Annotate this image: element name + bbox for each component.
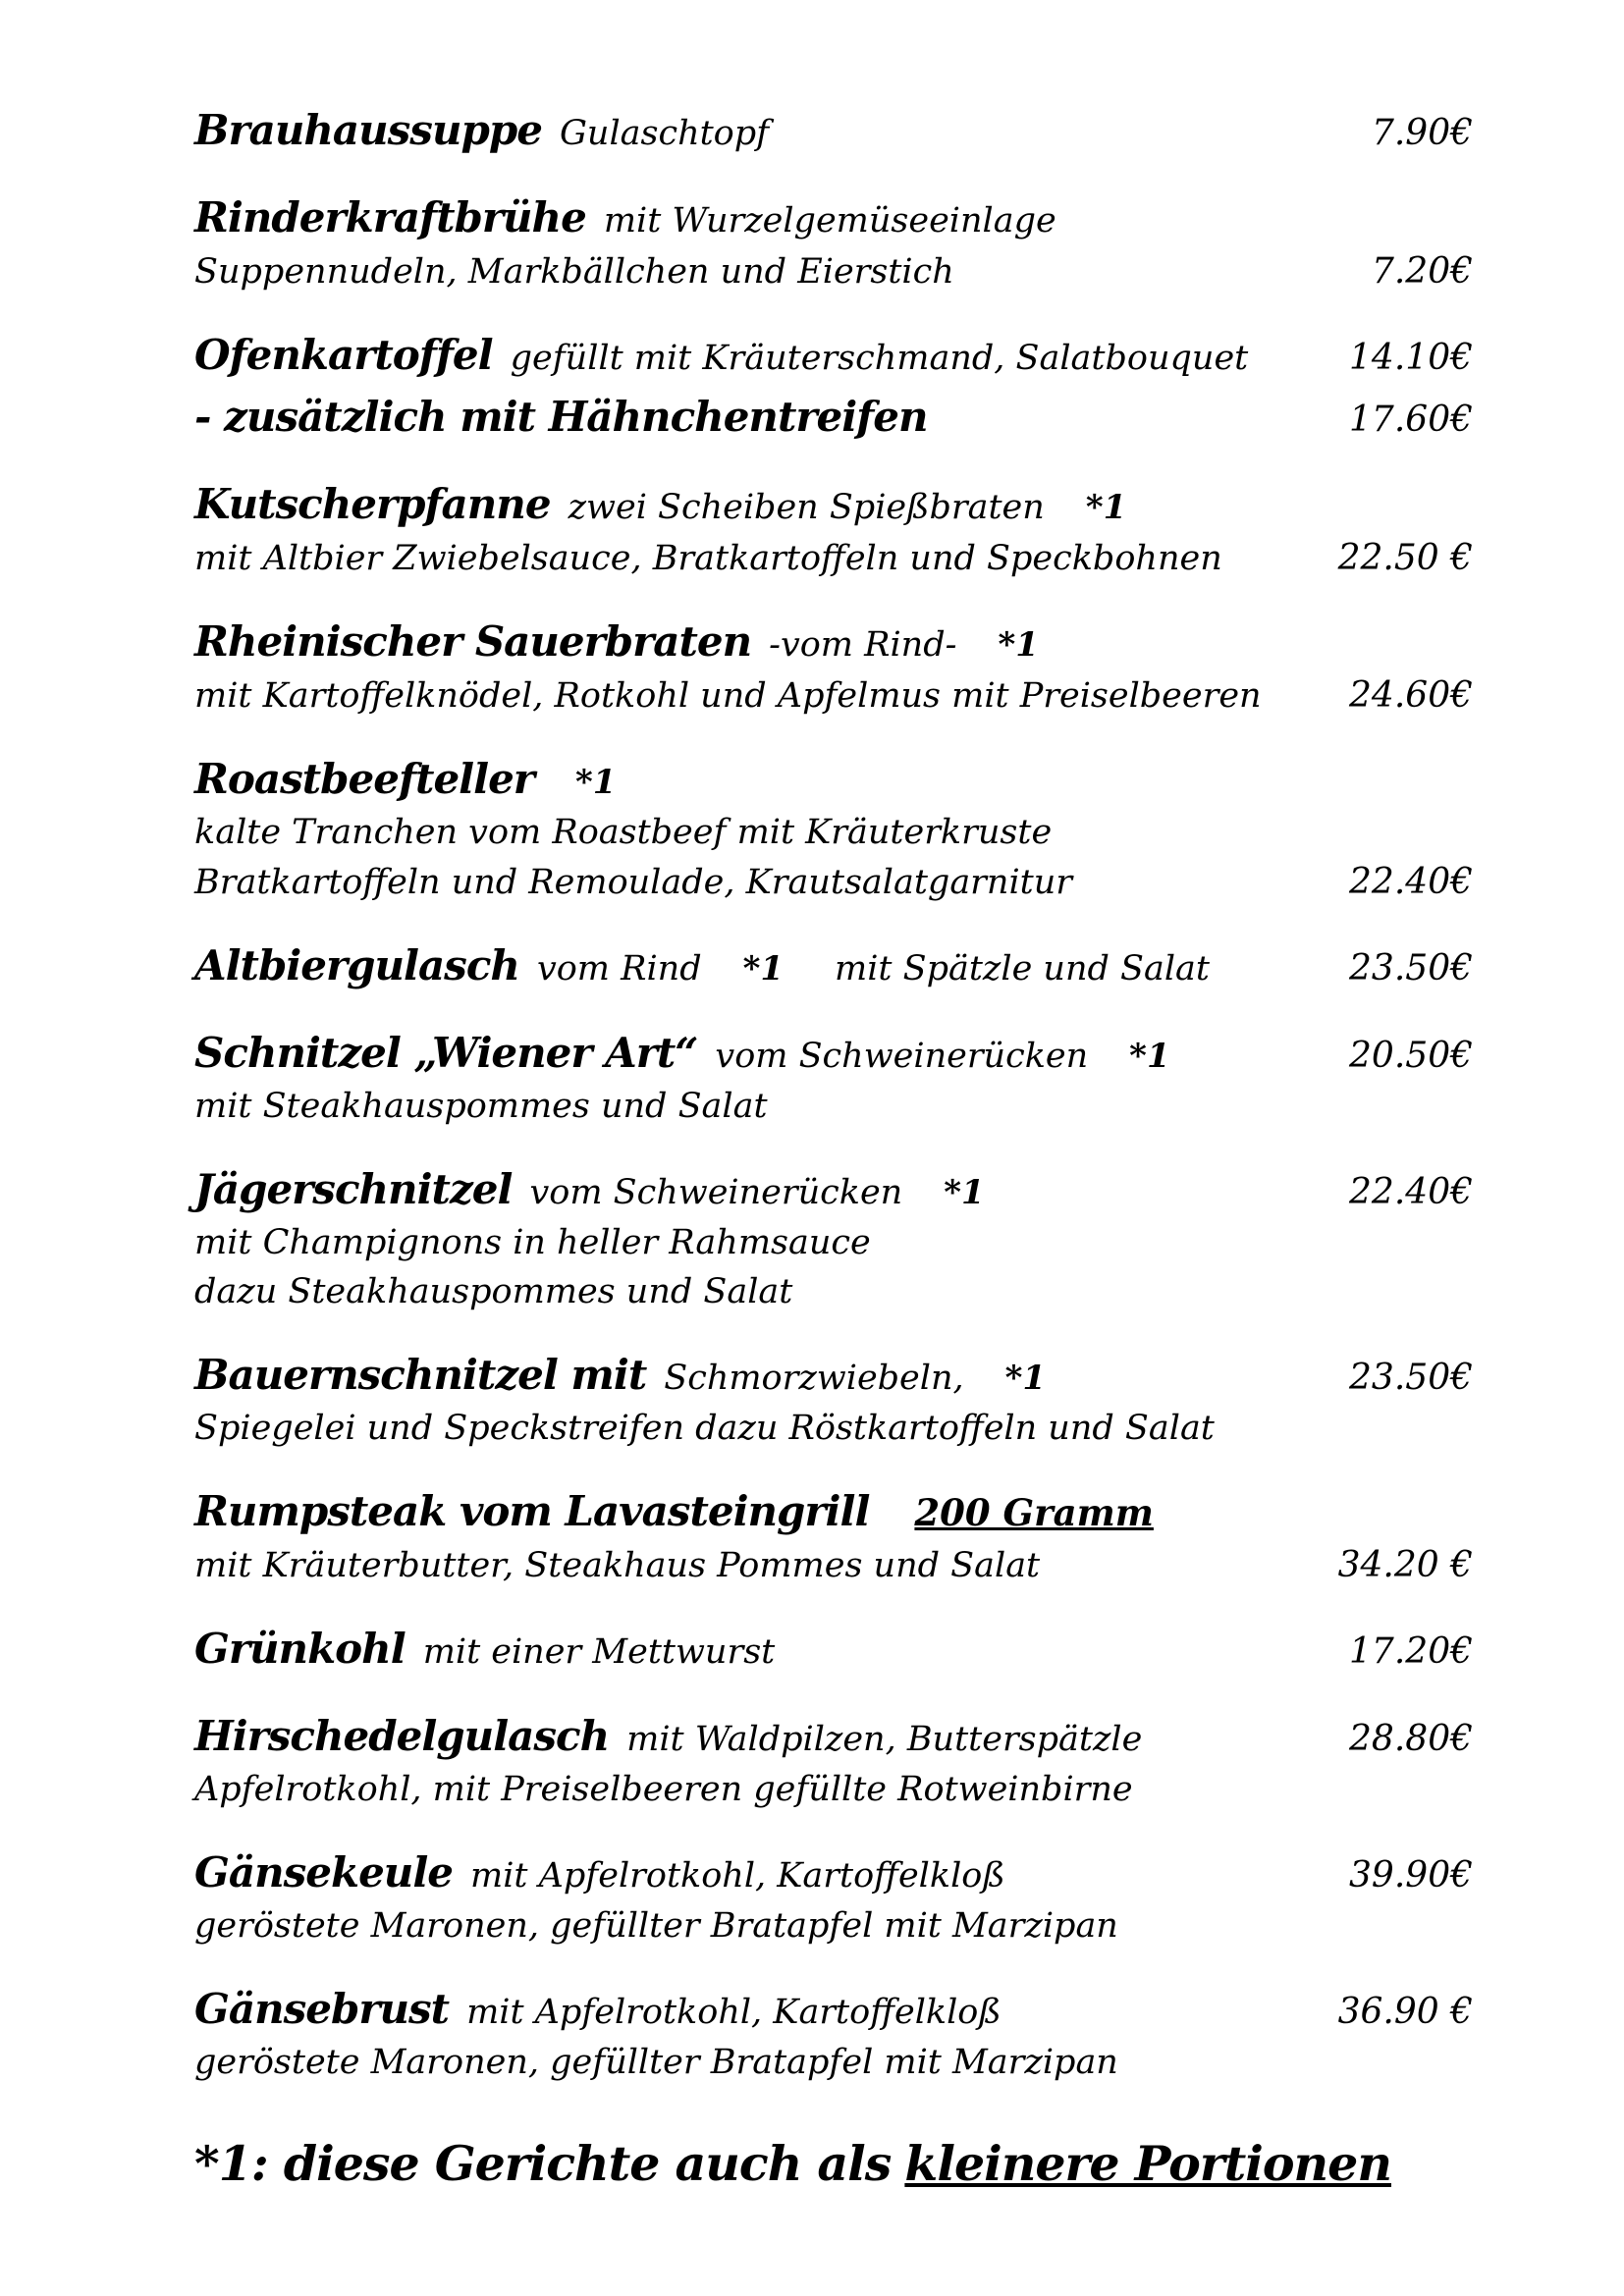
dish-description: mit Kartoffelknödel, Rotkohl und Apfelmus mit Preiselbeeren [194, 676, 1262, 716]
menu-item-hirschedelgulasch [194, 1712, 1473, 1809]
dish-description: mit Steakhauspommes und Salat [194, 1087, 768, 1126]
item-line [194, 1985, 1473, 2033]
dish-price: 23.50€ [1349, 1358, 1473, 1398]
menu-item-kutscherpfanne [194, 480, 1473, 578]
dish-subtitle: gefüllt mit Kräuterschmand, Salatbouquet [510, 339, 1249, 378]
dish-name: Roastbeefteller [194, 755, 534, 803]
dish-price: 24.60€ [1349, 675, 1473, 716]
menu-item-altbiergulasch [194, 941, 1473, 989]
dish-name: Gänsekeule [194, 1848, 454, 1896]
dish-price: 20.50€ [1349, 1036, 1473, 1076]
menu-item-zusaetzlich-haehnchentreifen [194, 393, 1473, 441]
dish-name: Kutscherpfanne [194, 480, 551, 528]
item-line [194, 675, 1473, 716]
item-line [194, 1223, 1473, 1262]
dish-subtitle: -vom Rind- [769, 625, 957, 665]
dish-footnote-marker: *1 [1004, 1359, 1047, 1398]
dish-description: mit Champignons in heller Rahmsauce [194, 1223, 871, 1262]
dish-name: Grünkohl [194, 1625, 406, 1673]
dish-name: Rumpsteak vom Lavasteingrill [194, 1487, 870, 1535]
item-line [194, 1165, 1473, 1213]
dish-price: 17.60€ [1349, 400, 1473, 440]
menu-item-jaegerschnitzel [194, 1165, 1473, 1311]
dish-price: 22.40€ [1349, 1172, 1473, 1212]
dish-subtitle: zwei Scheiben Spießbraten [568, 488, 1045, 527]
dish-subtitle: vom Rind [536, 949, 702, 988]
dish-name: Altbiergulasch [194, 941, 519, 989]
item-line [194, 193, 1473, 241]
item-line [194, 1545, 1473, 1585]
dish-price: 22.40€ [1349, 862, 1473, 902]
dish-price: 22.50 € [1337, 538, 1473, 578]
dish-description: mit Altbier Zwiebelsauce, Bratkartoffeln und Speckbohnen [194, 539, 1222, 578]
item-line [194, 331, 1473, 379]
dish-description: Suppennudeln, Markbällchen und Eierstich [194, 252, 954, 292]
dish-footnote-marker: *1 [742, 949, 785, 988]
dish-subtitle: mit Waldpilzen, Butterspätzle [626, 1720, 1143, 1759]
dish-description: geröstete Maronen, gefüllter Bratapfel mit Marzipan [194, 1906, 1118, 1946]
dish-description: kalte Tranchen vom Roastbeef mit Kräuterkruste [194, 813, 1053, 852]
dish-name: Rheinischer Sauerbraten [194, 617, 752, 666]
item-line [194, 1906, 1473, 1946]
item-line [194, 941, 1473, 989]
item-line [194, 480, 1473, 528]
item-line [194, 862, 1473, 902]
dish-description: Apfelrotkohl, mit Preiselbeeren gefüllte Rotweinbirne [194, 1770, 1133, 1809]
item-line [194, 2043, 1473, 2082]
menu-item-roastbeefteller [194, 755, 1473, 902]
item-line [194, 538, 1473, 578]
dish-price: 39.90€ [1349, 1855, 1473, 1896]
menu-item-schnitzel-wiener-art [194, 1029, 1473, 1126]
dish-name: Brauhaussuppe [194, 106, 542, 154]
dish-footnote-marker: *1 [944, 1173, 985, 1212]
dish-price: 7.90€ [1371, 113, 1473, 153]
item-line [194, 1087, 1473, 1126]
item-line [194, 1272, 1473, 1311]
dish-subtitle: mit einer Mettwurst [422, 1632, 776, 1672]
dish-description: dazu Steakhauspommes und Salat [194, 1272, 793, 1311]
dish-name: Jägerschnitzel [194, 1165, 513, 1213]
menu-item-brauhaussuppe [194, 106, 1473, 154]
dish-subtitle: Schmorzwiebeln, [664, 1359, 964, 1398]
footnote-underlined-text: kleinere Portionen [904, 2135, 1391, 2192]
item-line [194, 393, 1473, 441]
dish-footnote-marker: *1 [998, 625, 1039, 665]
dish-subtitle: mit Apfelrotkohl, Kartoffelkloß [466, 1993, 1001, 2032]
dish-price: 7.20€ [1371, 251, 1473, 292]
dish-subtitle: mit Wurzelgemüseeinlage [603, 201, 1056, 240]
dish-price: 14.10€ [1349, 338, 1473, 378]
menu-item-ofenkartoffel [194, 331, 1473, 379]
item-line [194, 106, 1473, 154]
dish-description: Spiegelei und Speckstreifen dazu Röstkartoffeln und Salat [194, 1409, 1215, 1448]
footnote [194, 2135, 1473, 2192]
dish-subtitle: vom Schweinerücken [529, 1173, 903, 1212]
dish-footnote-marker: *1 [1085, 488, 1127, 527]
dish-subtitle-2: mit Spätzle und Salat [835, 949, 1210, 988]
dish-price: 17.20€ [1349, 1631, 1473, 1672]
item-line [194, 1770, 1473, 1809]
dish-weight: 200 Gramm [914, 1491, 1154, 1534]
dish-name: Hirschedelgulasch [194, 1712, 610, 1760]
dish-name: Bauernschnitzel mit [194, 1351, 647, 1399]
item-line [194, 1625, 1473, 1673]
item-line [194, 617, 1473, 666]
menu-item-gruenkohl [194, 1625, 1473, 1673]
item-line [194, 1029, 1473, 1077]
dish-footnote-marker: *1 [574, 763, 617, 802]
dish-subtitle: mit Apfelrotkohl, Kartoffelkloß [470, 1856, 1005, 1896]
menu-item-rumpsteak [194, 1487, 1473, 1585]
footnote-text: *1: diese Gerichte auch als [194, 2135, 892, 2192]
dish-description: mit Kräuterbutter, Steakhaus Pommes und Salat [194, 1546, 1041, 1585]
dish-price: 36.90 € [1337, 1992, 1473, 2032]
dish-description: geröstete Maronen, gefüllter Bratapfel mit Marzipan [194, 2043, 1118, 2082]
dish-subtitle: vom Schweinerücken [715, 1037, 1089, 1076]
item-line [194, 1848, 1473, 1896]
dish-name: Ofenkartoffel [194, 331, 493, 379]
dish-subtitle: Gulaschtopf [559, 114, 770, 153]
dish-price: 28.80€ [1349, 1719, 1473, 1759]
dish-name: Schnitzel „Wiener Art“ [194, 1029, 698, 1077]
dish-description: Bratkartoffeln und Remoulade, Krautsalatgarnitur [194, 863, 1072, 902]
menu-item-gaensekeule [194, 1848, 1473, 1946]
item-line [194, 813, 1473, 852]
item-line [194, 1351, 1473, 1399]
item-line [194, 755, 1473, 803]
menu-item-rheinischer-sauerbraten [194, 617, 1473, 716]
item-line [194, 1409, 1473, 1448]
dish-name: Gänsebrust [194, 1985, 450, 2033]
dish-name: - zusätzlich mit Hähnchentreifen [194, 393, 928, 441]
item-line [194, 1712, 1473, 1760]
item-line [194, 251, 1473, 292]
menu-item-bauernschnitzel [194, 1351, 1473, 1448]
dish-name: Rinderkraftbrühe [194, 193, 586, 241]
item-line [194, 1487, 1473, 1535]
dish-footnote-marker: *1 [1129, 1037, 1170, 1076]
menu-item-gaensebrust [194, 1985, 1473, 2082]
dish-price: 34.20 € [1337, 1545, 1473, 1585]
dish-price: 23.50€ [1349, 948, 1473, 988]
menu-item-rinderkraftbruehe [194, 193, 1473, 292]
